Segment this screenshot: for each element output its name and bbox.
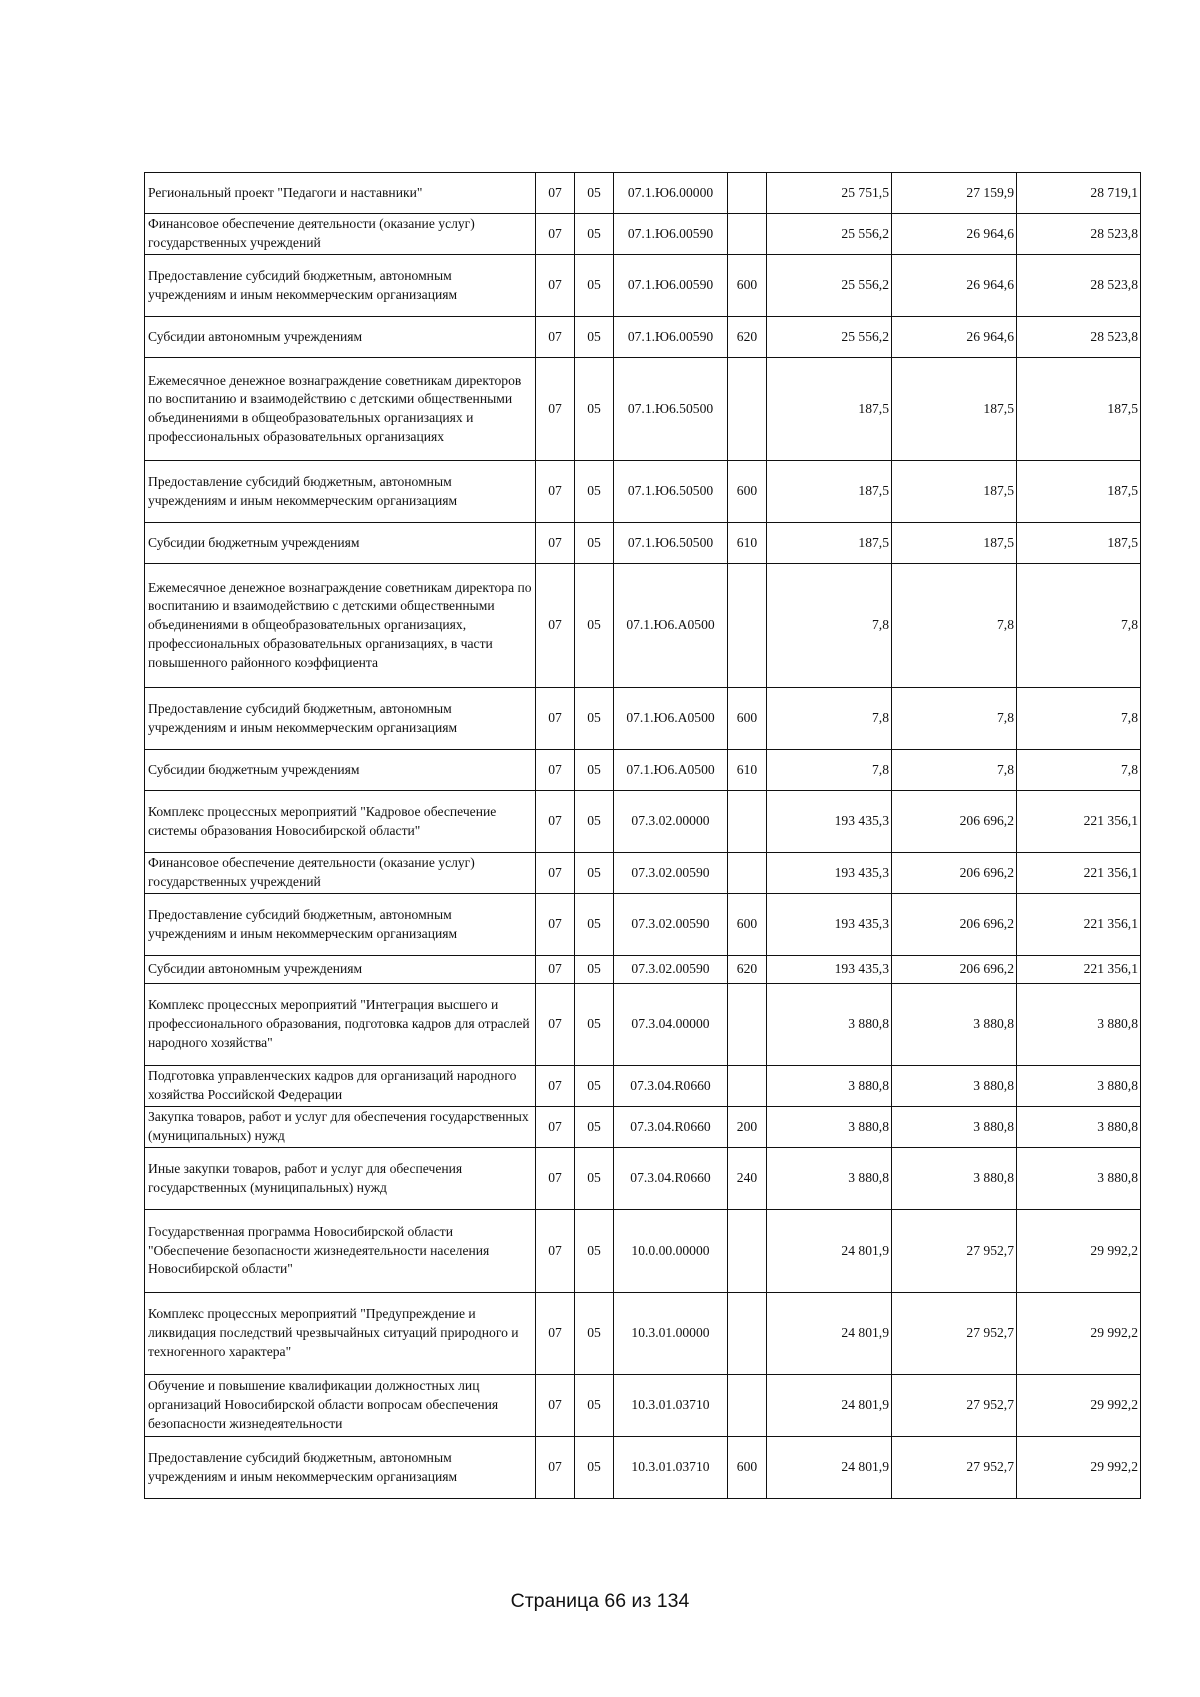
cell-expense-type: 620	[728, 956, 767, 984]
cell-target-article: 10.0.00.00000	[614, 1210, 728, 1293]
cell-amount-year-3: 7,8	[1017, 750, 1141, 791]
cell-name: Ежемесячное денежное вознаграждение советникам директоров по воспитанию и взаимодействию с детскими общественными объединениями в общеобразовательных организациях и профессиональных образовательных организациях	[145, 358, 536, 461]
cell-expense-type	[728, 173, 767, 214]
cell-amount-year-2: 7,8	[892, 750, 1017, 791]
table-row	[145, 523, 1141, 564]
cell-amount-year-1: 7,8	[767, 750, 892, 791]
cell-section: 07	[536, 173, 575, 214]
cell-amount-year-3: 29 992,2	[1017, 1293, 1141, 1375]
cell-amount-year-1: 193 435,3	[767, 956, 892, 984]
table-row	[145, 1375, 1141, 1437]
cell-expense-type	[728, 214, 767, 255]
table-row	[145, 688, 1141, 750]
table-row	[145, 564, 1141, 688]
cell-amount-year-2: 27 952,7	[892, 1437, 1017, 1499]
cell-amount-year-3: 28 523,8	[1017, 317, 1141, 358]
cell-expense-type: 600	[728, 688, 767, 750]
cell-expense-type: 620	[728, 317, 767, 358]
cell-amount-year-1: 187,5	[767, 358, 892, 461]
cell-amount-year-2: 3 880,8	[892, 1066, 1017, 1107]
cell-amount-year-3: 221 356,1	[1017, 791, 1141, 853]
cell-subsection: 05	[575, 1375, 614, 1437]
cell-target-article: 07.1.Ю6.А0500	[614, 564, 728, 688]
cell-section: 07	[536, 984, 575, 1066]
cell-name: Региональный проект "Педагоги и наставники"	[145, 173, 536, 214]
cell-subsection: 05	[575, 255, 614, 317]
table-row	[145, 791, 1141, 853]
cell-amount-year-3: 29 992,2	[1017, 1437, 1141, 1499]
cell-amount-year-2: 3 880,8	[892, 1107, 1017, 1148]
table-row	[145, 984, 1141, 1066]
cell-amount-year-2: 206 696,2	[892, 956, 1017, 984]
cell-subsection: 05	[575, 214, 614, 255]
cell-target-article: 07.3.04.00000	[614, 984, 728, 1066]
cell-section: 07	[536, 1375, 575, 1437]
cell-amount-year-2: 27 952,7	[892, 1375, 1017, 1437]
cell-section: 07	[536, 1210, 575, 1293]
cell-target-article: 07.3.04.R0660	[614, 1066, 728, 1107]
cell-amount-year-3: 3 880,8	[1017, 1066, 1141, 1107]
cell-section: 07	[536, 461, 575, 523]
cell-amount-year-3: 28 523,8	[1017, 255, 1141, 317]
cell-name: Подготовка управленческих кадров для организаций народного хозяйства Российской Федерации	[145, 1066, 536, 1107]
cell-subsection: 05	[575, 1210, 614, 1293]
cell-subsection: 05	[575, 956, 614, 984]
cell-name: Предоставление субсидий бюджетным, автономным учреждениям и иным некоммерческим организациям	[145, 688, 536, 750]
cell-amount-year-2: 206 696,2	[892, 853, 1017, 894]
cell-subsection: 05	[575, 461, 614, 523]
table-row	[145, 358, 1141, 461]
cell-target-article: 10.3.01.03710	[614, 1437, 728, 1499]
cell-section: 07	[536, 1107, 575, 1148]
cell-name: Иные закупки товаров, работ и услуг для обеспечения государственных (муниципальных) нужд	[145, 1148, 536, 1210]
table-row	[145, 894, 1141, 956]
cell-expense-type	[728, 1066, 767, 1107]
cell-amount-year-3: 28 719,1	[1017, 173, 1141, 214]
cell-target-article: 07.1.Ю6.50500	[614, 358, 728, 461]
budget-table	[144, 172, 1141, 1499]
cell-section: 07	[536, 255, 575, 317]
cell-amount-year-2: 27 952,7	[892, 1210, 1017, 1293]
cell-name: Предоставление субсидий бюджетным, автономным учреждениям и иным некоммерческим организациям	[145, 461, 536, 523]
cell-amount-year-1: 25 751,5	[767, 173, 892, 214]
cell-expense-type: 600	[728, 461, 767, 523]
cell-target-article: 10.3.01.03710	[614, 1375, 728, 1437]
cell-name: Комплекс процессных мероприятий "Кадровое обеспечение системы образования Новосибирской области"	[145, 791, 536, 853]
cell-amount-year-3: 7,8	[1017, 564, 1141, 688]
table-row	[145, 1107, 1141, 1148]
table-row	[145, 214, 1141, 255]
table-row	[145, 461, 1141, 523]
cell-target-article: 07.3.02.00590	[614, 956, 728, 984]
cell-name: Финансовое обеспечение деятельности (оказание услуг) государственных учреждений	[145, 214, 536, 255]
cell-amount-year-1: 7,8	[767, 688, 892, 750]
cell-amount-year-3: 187,5	[1017, 523, 1141, 564]
cell-amount-year-2: 26 964,6	[892, 317, 1017, 358]
cell-amount-year-3: 29 992,2	[1017, 1375, 1141, 1437]
cell-section: 07	[536, 317, 575, 358]
cell-target-article: 07.1.Ю6.00590	[614, 214, 728, 255]
cell-name: Субсидии автономным учреждениям	[145, 956, 536, 984]
cell-target-article: 07.1.Ю6.А0500	[614, 688, 728, 750]
cell-name: Предоставление субсидий бюджетным, автономным учреждениям и иным некоммерческим организациям	[145, 255, 536, 317]
cell-name: Комплекс процессных мероприятий "Предупреждение и ликвидация последствий чрезвычайных ситуаций природного и техногенного характера"	[145, 1293, 536, 1375]
cell-section: 07	[536, 564, 575, 688]
cell-section: 07	[536, 688, 575, 750]
cell-amount-year-2: 3 880,8	[892, 984, 1017, 1066]
cell-amount-year-1: 24 801,9	[767, 1437, 892, 1499]
cell-section: 07	[536, 358, 575, 461]
cell-expense-type: 610	[728, 750, 767, 791]
cell-target-article: 07.3.02.00000	[614, 791, 728, 853]
cell-target-article: 07.1.Ю6.50500	[614, 523, 728, 564]
cell-subsection: 05	[575, 173, 614, 214]
cell-amount-year-2: 26 964,6	[892, 255, 1017, 317]
cell-name: Предоставление субсидий бюджетным, автономным учреждениям и иным некоммерческим организациям	[145, 1437, 536, 1499]
cell-section: 07	[536, 956, 575, 984]
page-number: Страница 66 из 134	[510, 1590, 690, 1612]
cell-amount-year-2: 206 696,2	[892, 791, 1017, 853]
cell-subsection: 05	[575, 894, 614, 956]
table-row	[145, 1148, 1141, 1210]
cell-amount-year-3: 3 880,8	[1017, 1148, 1141, 1210]
cell-expense-type: 600	[728, 255, 767, 317]
cell-section: 07	[536, 1293, 575, 1375]
cell-amount-year-3: 3 880,8	[1017, 1107, 1141, 1148]
cell-amount-year-2: 7,8	[892, 688, 1017, 750]
cell-name: Обучение и повышение квалификации должностных лиц организаций Новосибирской области вопросам обеспечения безопасности жизнедеятельности	[145, 1375, 536, 1437]
cell-subsection: 05	[575, 984, 614, 1066]
cell-section: 07	[536, 1066, 575, 1107]
cell-name: Комплекс процессных мероприятий "Интеграция высшего и профессионального образования, подготовка кадров для отраслей народного хозяйства"	[145, 984, 536, 1066]
cell-amount-year-3: 28 523,8	[1017, 214, 1141, 255]
cell-section: 07	[536, 791, 575, 853]
cell-target-article: 07.1.Ю6.А0500	[614, 750, 728, 791]
cell-amount-year-1: 193 435,3	[767, 894, 892, 956]
cell-subsection: 05	[575, 564, 614, 688]
cell-subsection: 05	[575, 688, 614, 750]
cell-amount-year-1: 193 435,3	[767, 853, 892, 894]
cell-amount-year-1: 24 801,9	[767, 1375, 892, 1437]
cell-subsection: 05	[575, 1437, 614, 1499]
cell-subsection: 05	[575, 317, 614, 358]
cell-section: 07	[536, 853, 575, 894]
cell-amount-year-1: 25 556,2	[767, 317, 892, 358]
cell-target-article: 07.3.04.R0660	[614, 1148, 728, 1210]
table-row	[145, 1066, 1141, 1107]
table-row	[145, 956, 1141, 984]
cell-expense-type	[728, 1375, 767, 1437]
cell-expense-type: 240	[728, 1148, 767, 1210]
cell-target-article: 10.3.01.00000	[614, 1293, 728, 1375]
cell-section: 07	[536, 1437, 575, 1499]
cell-subsection: 05	[575, 750, 614, 791]
cell-amount-year-3: 221 356,1	[1017, 956, 1141, 984]
cell-amount-year-2: 187,5	[892, 461, 1017, 523]
cell-amount-year-1: 3 880,8	[767, 984, 892, 1066]
cell-target-article: 07.3.02.00590	[614, 853, 728, 894]
table-row	[145, 853, 1141, 894]
cell-amount-year-3: 3 880,8	[1017, 984, 1141, 1066]
cell-name: Ежемесячное денежное вознаграждение советникам директора по воспитанию и взаимодействию с детскими общественными объединениями в общеобразовательных организациях, профессиональных образовательных организациях, в части повышенного районного коэффициента	[145, 564, 536, 688]
cell-target-article: 07.1.Ю6.00590	[614, 255, 728, 317]
cell-amount-year-1: 3 880,8	[767, 1107, 892, 1148]
cell-amount-year-2: 7,8	[892, 564, 1017, 688]
cell-subsection: 05	[575, 1148, 614, 1210]
table-row	[145, 750, 1141, 791]
table-row	[145, 255, 1141, 317]
cell-name: Субсидии автономным учреждениям	[145, 317, 536, 358]
table-row	[145, 317, 1141, 358]
cell-amount-year-1: 25 556,2	[767, 255, 892, 317]
cell-section: 07	[536, 1148, 575, 1210]
table-row	[145, 1437, 1141, 1499]
cell-amount-year-1: 3 880,8	[767, 1066, 892, 1107]
table-body	[145, 173, 1141, 1499]
cell-expense-type: 200	[728, 1107, 767, 1148]
cell-expense-type	[728, 564, 767, 688]
cell-expense-type	[728, 358, 767, 461]
cell-expense-type	[728, 791, 767, 853]
cell-amount-year-1: 24 801,9	[767, 1210, 892, 1293]
cell-expense-type: 600	[728, 1437, 767, 1499]
cell-amount-year-3: 187,5	[1017, 461, 1141, 523]
cell-subsection: 05	[575, 1293, 614, 1375]
cell-target-article: 07.1.Ю6.00590	[614, 317, 728, 358]
cell-amount-year-2: 187,5	[892, 523, 1017, 564]
cell-expense-type: 600	[728, 894, 767, 956]
table-row	[145, 1210, 1141, 1293]
cell-expense-type: 610	[728, 523, 767, 564]
cell-name: Субсидии бюджетным учреждениям	[145, 750, 536, 791]
cell-amount-year-1: 3 880,8	[767, 1148, 892, 1210]
cell-amount-year-1: 187,5	[767, 461, 892, 523]
cell-subsection: 05	[575, 523, 614, 564]
cell-amount-year-2: 26 964,6	[892, 214, 1017, 255]
cell-amount-year-1: 7,8	[767, 564, 892, 688]
cell-subsection: 05	[575, 853, 614, 894]
cell-amount-year-3: 7,8	[1017, 688, 1141, 750]
cell-target-article: 07.3.04.R0660	[614, 1107, 728, 1148]
cell-subsection: 05	[575, 1066, 614, 1107]
table-row	[145, 1293, 1141, 1375]
cell-section: 07	[536, 523, 575, 564]
cell-amount-year-1: 187,5	[767, 523, 892, 564]
cell-amount-year-1: 24 801,9	[767, 1293, 892, 1375]
cell-expense-type	[728, 1293, 767, 1375]
cell-amount-year-3: 221 356,1	[1017, 894, 1141, 956]
cell-amount-year-1: 25 556,2	[767, 214, 892, 255]
cell-section: 07	[536, 894, 575, 956]
cell-name: Государственная программа Новосибирской области "Обеспечение безопасности жизнедеятельности населения Новосибирской области"	[145, 1210, 536, 1293]
cell-amount-year-2: 3 880,8	[892, 1148, 1017, 1210]
cell-name: Закупка товаров, работ и услуг для обеспечения государственных (муниципальных) нужд	[145, 1107, 536, 1148]
cell-amount-year-2: 27 952,7	[892, 1293, 1017, 1375]
cell-target-article: 07.3.02.00590	[614, 894, 728, 956]
cell-target-article: 07.1.Ю6.50500	[614, 461, 728, 523]
cell-section: 07	[536, 750, 575, 791]
cell-amount-year-3: 187,5	[1017, 358, 1141, 461]
cell-name: Субсидии бюджетным учреждениям	[145, 523, 536, 564]
cell-name: Финансовое обеспечение деятельности (оказание услуг) государственных учреждений	[145, 853, 536, 894]
cell-subsection: 05	[575, 1107, 614, 1148]
cell-amount-year-3: 29 992,2	[1017, 1210, 1141, 1293]
cell-amount-year-3: 221 356,1	[1017, 853, 1141, 894]
cell-target-article: 07.1.Ю6.00000	[614, 173, 728, 214]
cell-name: Предоставление субсидий бюджетным, автономным учреждениям и иным некоммерческим организациям	[145, 894, 536, 956]
cell-subsection: 05	[575, 791, 614, 853]
cell-expense-type	[728, 1210, 767, 1293]
cell-amount-year-2: 27 159,9	[892, 173, 1017, 214]
cell-amount-year-2: 187,5	[892, 358, 1017, 461]
cell-amount-year-2: 206 696,2	[892, 894, 1017, 956]
cell-section: 07	[536, 214, 575, 255]
cell-amount-year-1: 193 435,3	[767, 791, 892, 853]
cell-expense-type	[728, 984, 767, 1066]
cell-subsection: 05	[575, 358, 614, 461]
table-row	[145, 173, 1141, 214]
cell-expense-type	[728, 853, 767, 894]
